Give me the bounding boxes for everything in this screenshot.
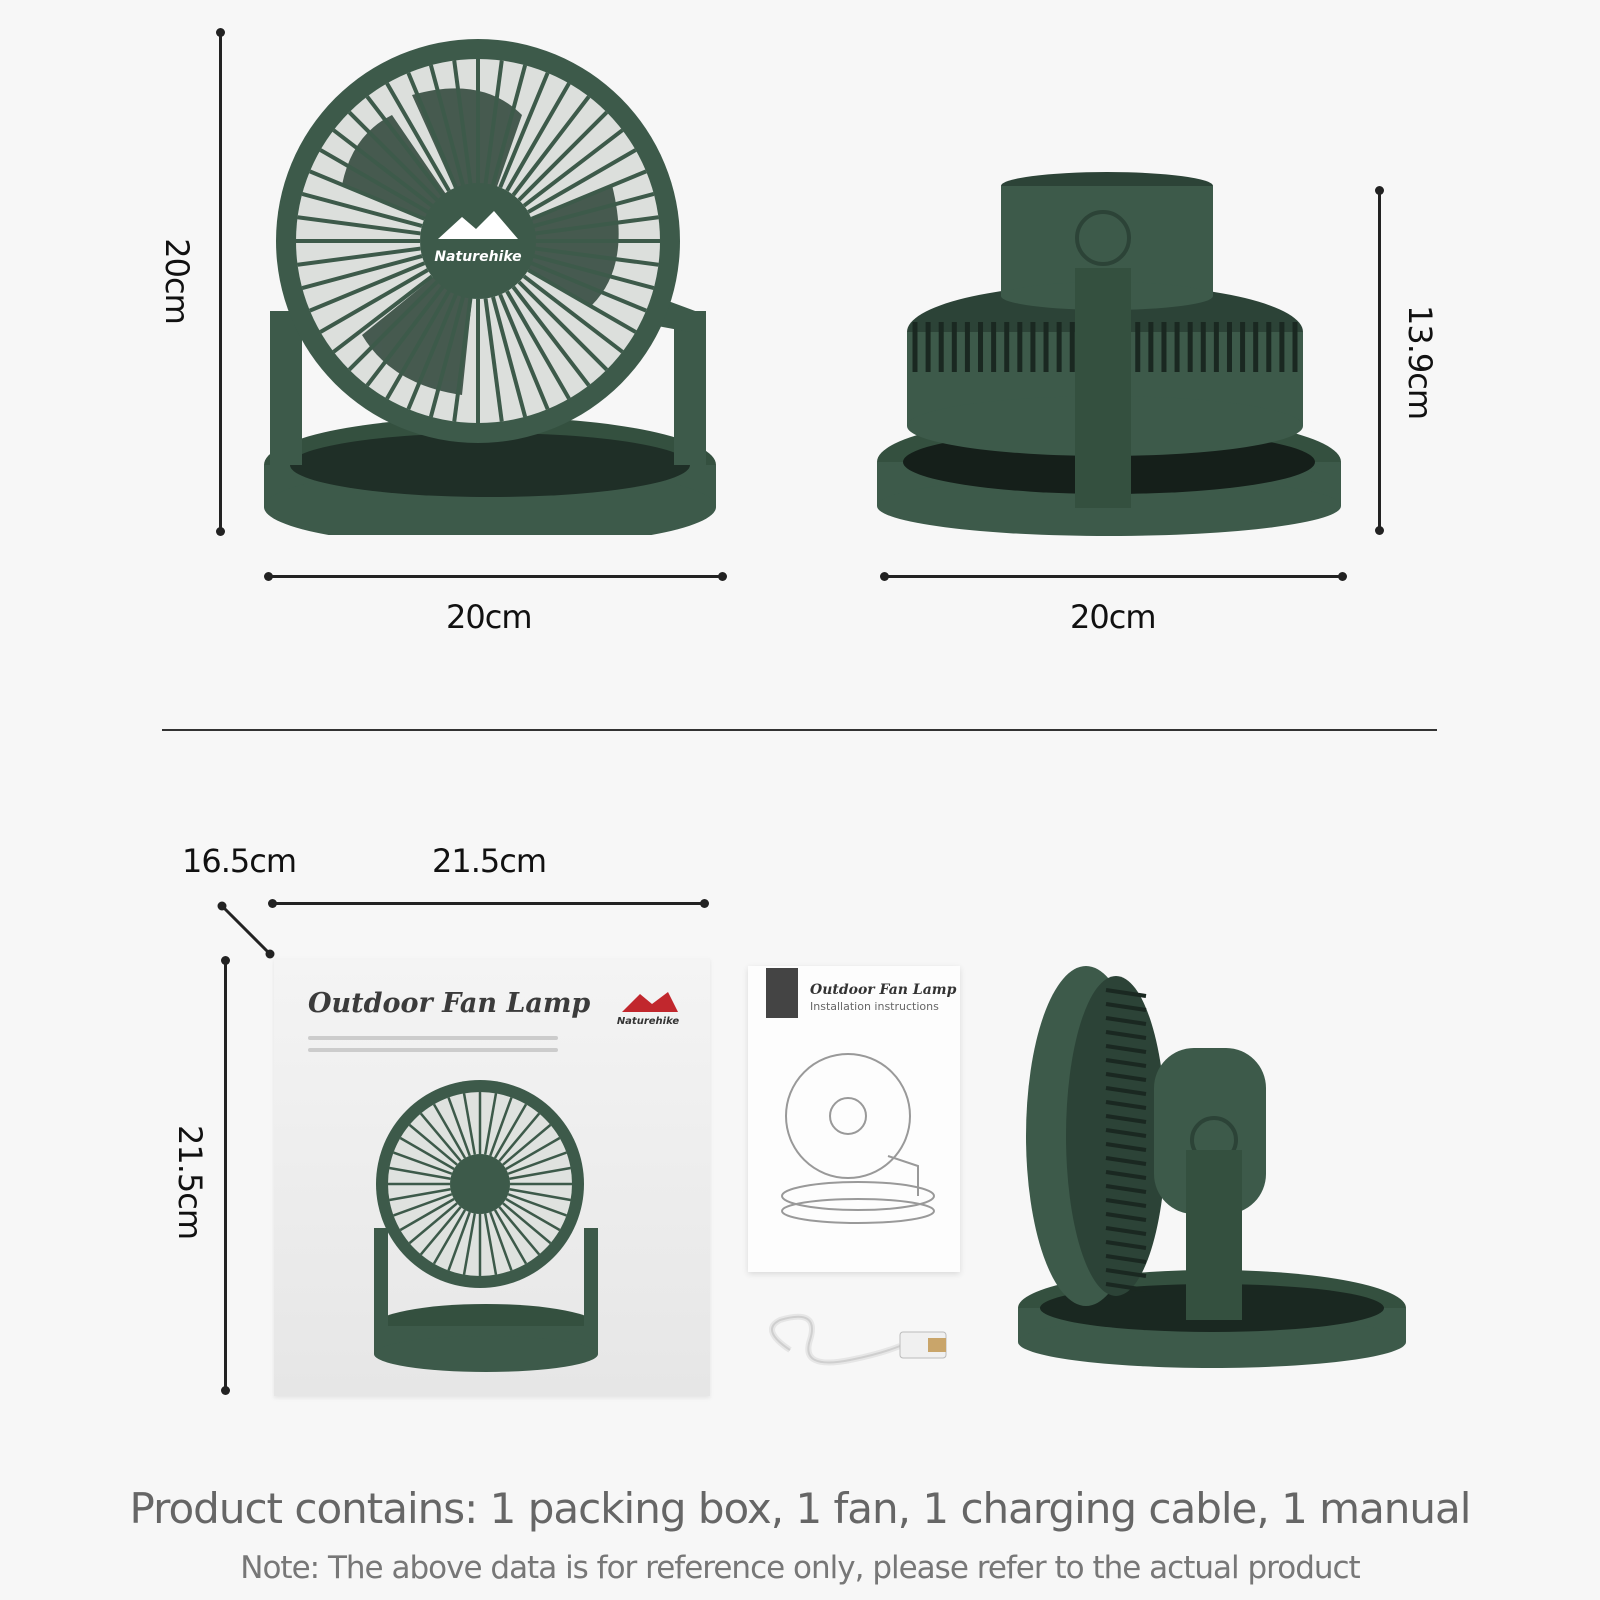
box-fine-print (308, 1036, 558, 1040)
dimension-endpoint (216, 527, 225, 536)
height-dimension-line-right (1378, 190, 1381, 530)
dimension-endpoint (700, 899, 709, 908)
dimension-endpoint (216, 28, 225, 37)
dimension-endpoint (880, 572, 889, 581)
width-label-left: 20cm (446, 598, 532, 636)
disclaimer-note: Note: The above data is for reference only, please refer to the actual product (240, 1550, 1360, 1586)
dimension-endpoint (1338, 572, 1347, 581)
box-width-label: 21.5cm (432, 842, 547, 880)
product-contents: Product contains: 1 packing box, 1 fan, 1 charging cable, 1 manual (129, 1484, 1471, 1533)
height-label-left: 20cm (158, 238, 196, 324)
fan-side-view (1016, 960, 1416, 1390)
charging-cable (760, 1310, 960, 1380)
dimension-endpoint (1375, 526, 1384, 535)
manual-title: Outdoor Fan Lamp (810, 982, 957, 998)
dimension-endpoint (264, 572, 273, 581)
box-depth-label: 16.5cm (182, 842, 297, 880)
width-dimension-line-right (884, 575, 1342, 578)
fan-folded-view (875, 172, 1345, 542)
manual-subtitle: Installation instructions (810, 1000, 939, 1013)
dimension-endpoint (221, 956, 230, 965)
height-label-right: 13.9cm (1401, 305, 1439, 420)
fan-front-view (262, 25, 732, 535)
brand-logo-text: Naturehike (434, 249, 522, 265)
dimension-endpoint (221, 1386, 230, 1395)
box-height-label: 21.5cm (171, 1125, 209, 1240)
height-dimension-line-left (219, 32, 222, 532)
width-dimension-line-left (268, 575, 723, 578)
box-height-line (224, 960, 227, 1390)
box-title: Outdoor Fan Lamp (308, 988, 591, 1019)
box-depth-line (216, 900, 276, 960)
box-brand-text: Naturehike (616, 1016, 680, 1027)
dimension-endpoint (268, 899, 277, 908)
box-fine-print (308, 1048, 558, 1052)
manual-tab (766, 968, 798, 1018)
dimension-endpoint (718, 572, 727, 581)
box-brand-logo (612, 988, 684, 1032)
section-divider (162, 729, 1437, 731)
dimension-endpoint (1375, 186, 1384, 195)
box-width-line (272, 902, 704, 905)
packing-box (274, 958, 710, 1396)
manual-fan-sketch (778, 1046, 938, 1226)
width-label-right: 20cm (1070, 598, 1156, 636)
instruction-manual (748, 966, 960, 1272)
box-fan-image (374, 1078, 614, 1378)
